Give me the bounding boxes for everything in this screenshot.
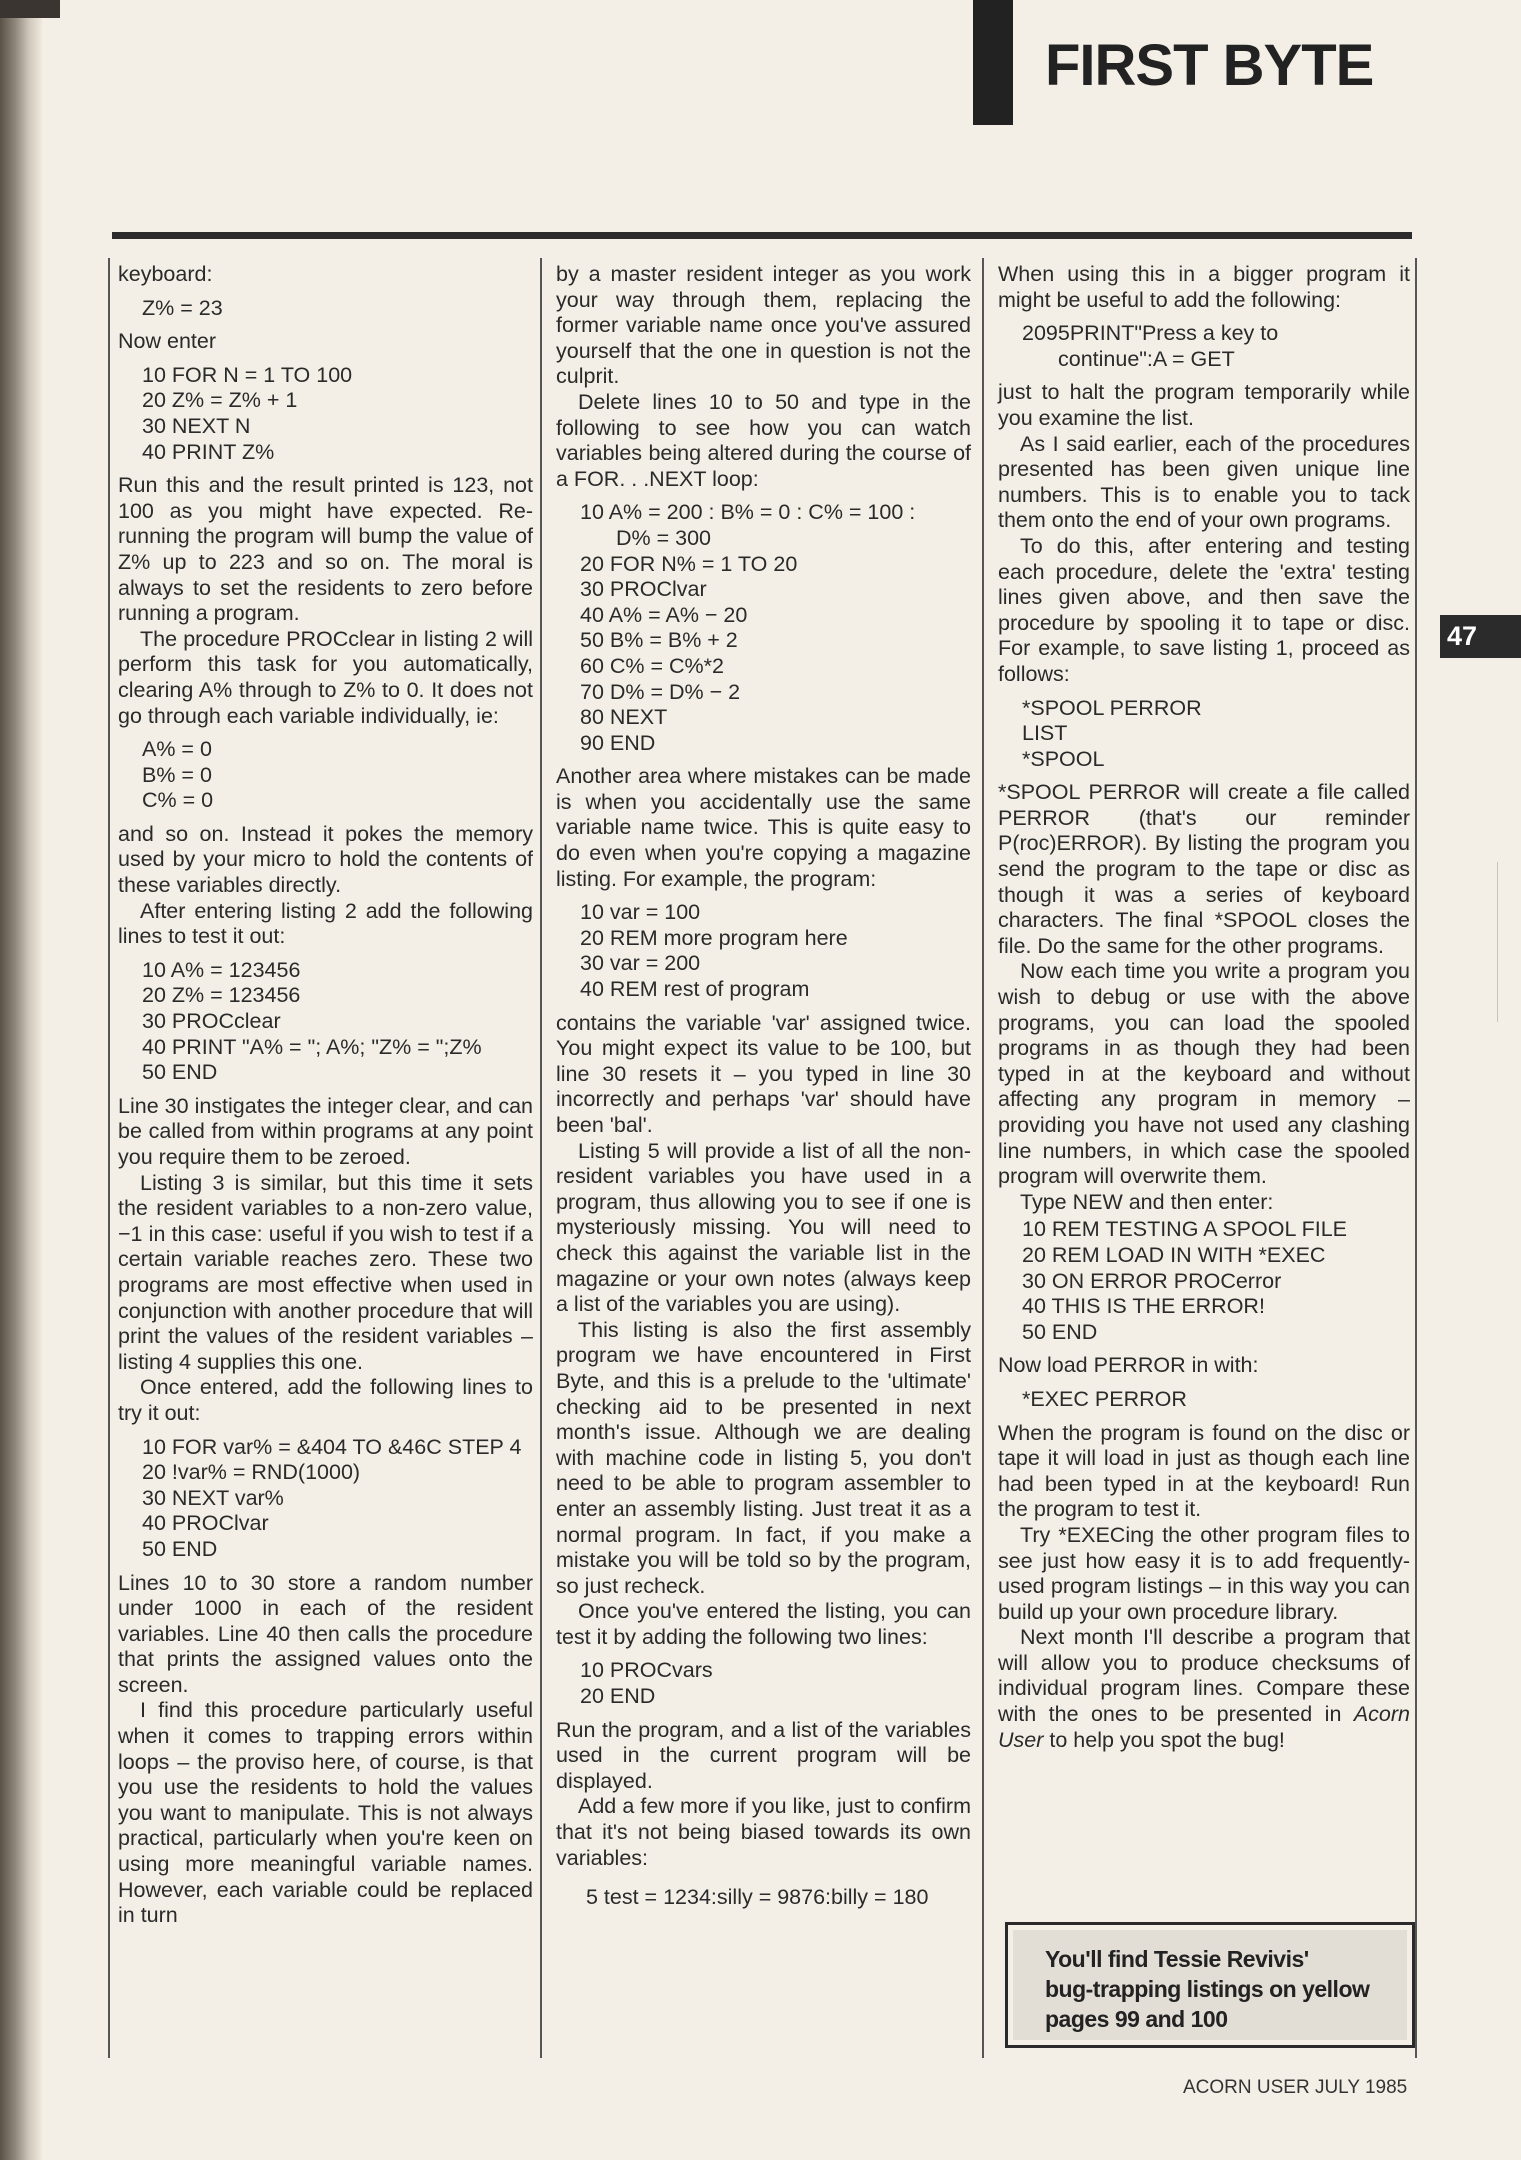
- page-number-tab: 47: [1440, 615, 1521, 658]
- callout-line: pages 99 and 100: [1045, 2006, 1228, 2032]
- header-rule: [112, 232, 1412, 239]
- paragraph: Now each time you write a program you wish to debug or use with the above programs, you can load the spooled programs in as though they had been typed in at the keyboard and without affecting any program in memory – providing you have not used any clashing line numbers, in which case the spooled program will overwrite them.: [998, 959, 1410, 1189]
- code-line: 40 REM rest of program: [580, 977, 810, 1002]
- code-line: LIST: [1022, 721, 1068, 746]
- code-listing: [118, 958, 533, 1086]
- column-rule-middle-1: [540, 258, 542, 2058]
- paragraph: [998, 1625, 1410, 1753]
- code-listing: [118, 737, 533, 814]
- paragraph: keyboard:: [118, 262, 213, 286]
- code-line: 50 END: [142, 1536, 218, 1561]
- column-rule-left: [108, 258, 110, 2058]
- code-line: 20 REM more program here: [580, 925, 848, 950]
- code-line-continuation: D% = 300: [616, 525, 712, 550]
- page-spine-top: [0, 0, 60, 18]
- column-rule-right: [1415, 258, 1417, 2058]
- code-listing: [998, 1217, 1410, 1345]
- code-line: 40 PROClvar: [142, 1511, 269, 1536]
- paragraph: Try *EXECing the other program files to see just how easy it is to add frequently-used program listings – in this way you can build up your own procedure library.: [998, 1522, 1410, 1624]
- callout-box: [1005, 1922, 1415, 2048]
- callout-text: [1013, 1930, 1407, 2040]
- paragraph: contains the variable 'var' assigned twice. You might expect its value to be 100, but line 30 resets it – you typed in line 30 incorrectly and perhaps 'var' should have been 'bal'.: [556, 1010, 971, 1137]
- paragraph: *SPOOL PERROR will create a file called PERROR (that's our reminder P(roc)ERROR). By listing the program you send the program to the tape or disc as though it was a series of keyboard characters. The final *SPOOL closes the file. Do the same for the other programs.: [998, 780, 1410, 958]
- code-line: 20 !var% = RND(1000): [142, 1460, 361, 1485]
- paragraph: Lines 10 to 30 store a random number under 1000 in each of the resident variables. Line 40 then calls the procedure that prints the assigned values onto the screen.: [118, 1570, 533, 1697]
- code-line: 80 NEXT: [580, 705, 668, 730]
- code-line: 20 END: [580, 1684, 656, 1709]
- paragraph: Delete lines 10 to 50 and type in the following to see how you can watch variables being altered during the course of a FOR. . .NEXT loop:: [556, 389, 971, 491]
- code-line: 70 D% = D% − 2: [580, 679, 741, 704]
- code-line: 40 PRINT "A% = "; A%; "Z% = ";Z%: [142, 1034, 482, 1059]
- margin-mark: [1497, 862, 1518, 1022]
- code-line: 40 A% = A% − 20: [580, 602, 748, 627]
- code-listing: [556, 1658, 971, 1709]
- code-line: C% = 0: [142, 788, 214, 813]
- paragraph-text: Next month I'll describe a program that will allow you to produce checksums of individual program lines. Compare these with the ones to be presented in: [998, 1625, 1410, 1727]
- paragraph: and so on. Instead it pokes the memory used by your micro to hold the contents of these variables directly.: [118, 821, 533, 898]
- article-column-1: [118, 262, 533, 1929]
- paragraph: Run this and the result printed is 123, not 100 as you might have expected. Re-running the program will bump the value of Z% up to 223 and so on. The moral is always to set the residents to zero before running a program.: [118, 473, 533, 626]
- code-listing: [118, 363, 533, 465]
- code-line: B% = 0: [142, 762, 212, 787]
- paragraph: Run the program, and a list of the variables used in the current program will be displayed.: [556, 1717, 971, 1793]
- code-line: 50 B% = B% + 2: [580, 628, 738, 653]
- code-listing: [118, 296, 533, 322]
- paragraph: Another area where mistakes can be made is when you accidentally use the same variable name twice. This is quite easy to do even when you're copying a magazine listing. For example, the program:: [556, 764, 971, 891]
- paragraph: Type NEW and then enter:: [1020, 1189, 1274, 1214]
- column-rule-middle-2: [982, 258, 984, 2058]
- code-line: *SPOOL PERROR: [1022, 695, 1202, 720]
- callout-line: bug-trapping listings on yellow: [1045, 1976, 1370, 2002]
- code-line: 10 var = 100: [580, 900, 701, 925]
- section-title: FIRST BYTE: [1045, 33, 1374, 98]
- magazine-name: Acorn User: [998, 1702, 1410, 1752]
- article-column-2: [556, 262, 971, 1919]
- paragraph: After entering listing 2 add the following lines to test it out:: [118, 898, 533, 949]
- code-line: Z% = 23: [142, 295, 223, 320]
- code-listing: [556, 500, 971, 756]
- code-line: *SPOOL: [1022, 746, 1105, 771]
- code-line: 20 Z% = 123456: [142, 983, 301, 1008]
- code-line: *EXEC PERROR: [1022, 1386, 1187, 1411]
- paragraph: by a master resident integer as you work your way through them, replacing the former variable name once you've assured yourself that the one in question is not the culprit.: [556, 262, 971, 389]
- code-listing: [998, 321, 1410, 372]
- code-line: 10 PROCvars: [580, 1658, 713, 1683]
- paragraph: Now enter: [118, 329, 216, 354]
- code-line: 50 END: [1022, 1319, 1098, 1344]
- paragraph: Listing 5 will provide a list of all the non-resident variables you have used in a program, thus allowing you to see if one is mysteriously missing. You will need to check this against the variable list in the magazine or your own notes (always keep a list of the variables you are using).: [556, 1138, 971, 1317]
- paragraph: This listing is also the first assembly program we have encountered in First Byte, and this is a prelude to the 'ultimate' checking aid to be presented in next month's issue. Although we are dealing with machine code in listing 5, you don't need to be able to program assembler to enter an assembly listing. Just treat it as a normal program. In fact, if you make a mistake you will be told so by the program, so just recheck.: [556, 1317, 971, 1598]
- code-line: 20 FOR N% = 1 TO 20: [580, 551, 798, 576]
- code-listing: [118, 1435, 533, 1563]
- code-line: 10 A% = 123456: [142, 957, 301, 982]
- paragraph: just to halt the program temporarily while you examine the list.: [998, 380, 1410, 430]
- code-line: 90 END: [580, 730, 656, 755]
- page-spine: [0, 0, 42, 2160]
- code-line: 40 PRINT Z%: [142, 439, 275, 464]
- paragraph-text: to help you spot the bug!: [1049, 1727, 1285, 1752]
- code-line: 30 PROCclear: [142, 1009, 281, 1034]
- code-line: 30 PROClvar: [580, 577, 707, 602]
- code-line: 20 REM LOAD IN WITH *EXEC: [1022, 1242, 1326, 1267]
- code-line: 30 NEXT N: [142, 413, 251, 438]
- paragraph: Line 30 instigates the integer clear, and can be called from within programs at any point you require them to be zeroed.: [118, 1093, 533, 1169]
- code-line: 30 var = 200: [580, 951, 701, 976]
- code-listing: [998, 696, 1410, 773]
- paragraph: Once entered, add the following lines to try it out:: [118, 1375, 533, 1425]
- code-line: 30 NEXT var%: [142, 1485, 284, 1510]
- code-listing: [556, 1885, 971, 1911]
- code-line-continuation: continue":A = GET: [1058, 346, 1235, 371]
- paragraph: When the program is found on the disc or tape it will load in just as though each line had been typed in at the keyboard! Run the program to test it.: [998, 1420, 1410, 1522]
- code-line: 10 A% = 200 : B% = 0 : C% = 100 :: [580, 500, 916, 525]
- header-black-block: [973, 0, 1013, 125]
- paragraph: I find this procedure particularly useful when it comes to trapping errors within loops – the proviso here, of course, is that you use the residents to hold the values you want to manipulate. This is not always practical, particularly when you're keen on using more meaningful variable names. However, each variable could be replaced in turn: [118, 1698, 533, 1928]
- code-line: 5 test = 1234:silly = 9876:billy = 180: [586, 1885, 929, 1910]
- code-line: 20 Z% = Z% + 1: [142, 388, 298, 413]
- paragraph: To do this, after entering and testing each procedure, delete the 'extra' testing lines given above, and then save the procedure by spooling it to tape or disc. For example, to save listing 1, proceed as follows:: [998, 533, 1410, 686]
- footer-issue: ACORN USER JULY 1985: [1183, 2077, 1408, 2098]
- code-line: 2095PRINT"Press a key to: [1022, 321, 1279, 346]
- callout-line: You'll find Tessie Revivis': [1045, 1946, 1309, 1972]
- code-line: 10 REM TESTING A SPOOL FILE: [1022, 1217, 1347, 1242]
- article-column-3: [998, 262, 1410, 1753]
- code-line: 40 THIS IS THE ERROR!: [1022, 1294, 1265, 1319]
- code-line: 30 ON ERROR PROCerror: [1022, 1268, 1282, 1293]
- paragraph: As I said earlier, each of the procedures presented has been given unique line numbers. This is to enable you to tack them onto the end of your own programs.: [998, 431, 1410, 533]
- paragraph: Listing 3 is similar, but this time it sets the resident variables to a non-zero value, −1 in this case: useful if you wish to test if a certain variable reaches zero. These two programs are most effective when used in conjunction with another procedure that will print the values of the resident variables – listing 4 supplies this one.: [118, 1170, 533, 1374]
- code-line: 10 FOR var% = &404 TO &46C STEP 4: [142, 1434, 522, 1459]
- paragraph: The procedure PROCclear in listing 2 will perform this task for you automatically, clearing A% through to Z% to 0. It does not go through each variable individually, ie:: [118, 626, 533, 728]
- code-line: 50 END: [142, 1060, 218, 1085]
- code-line: A% = 0: [142, 737, 212, 762]
- paragraph: Add a few more if you like, just to confirm that it's not being biased towards its own variables:: [556, 1794, 971, 1870]
- paragraph: Now load PERROR in with:: [998, 1353, 1259, 1378]
- code-line: 60 C% = C%*2: [580, 653, 725, 678]
- paragraph: When using this in a bigger program it might be useful to add the following:: [998, 262, 1410, 312]
- paragraph: Once you've entered the listing, you can test it by adding the following two lines:: [556, 1599, 971, 1649]
- code-listing: [556, 900, 971, 1002]
- code-listing: [998, 1387, 1410, 1413]
- code-line: 10 FOR N = 1 TO 100: [142, 362, 353, 387]
